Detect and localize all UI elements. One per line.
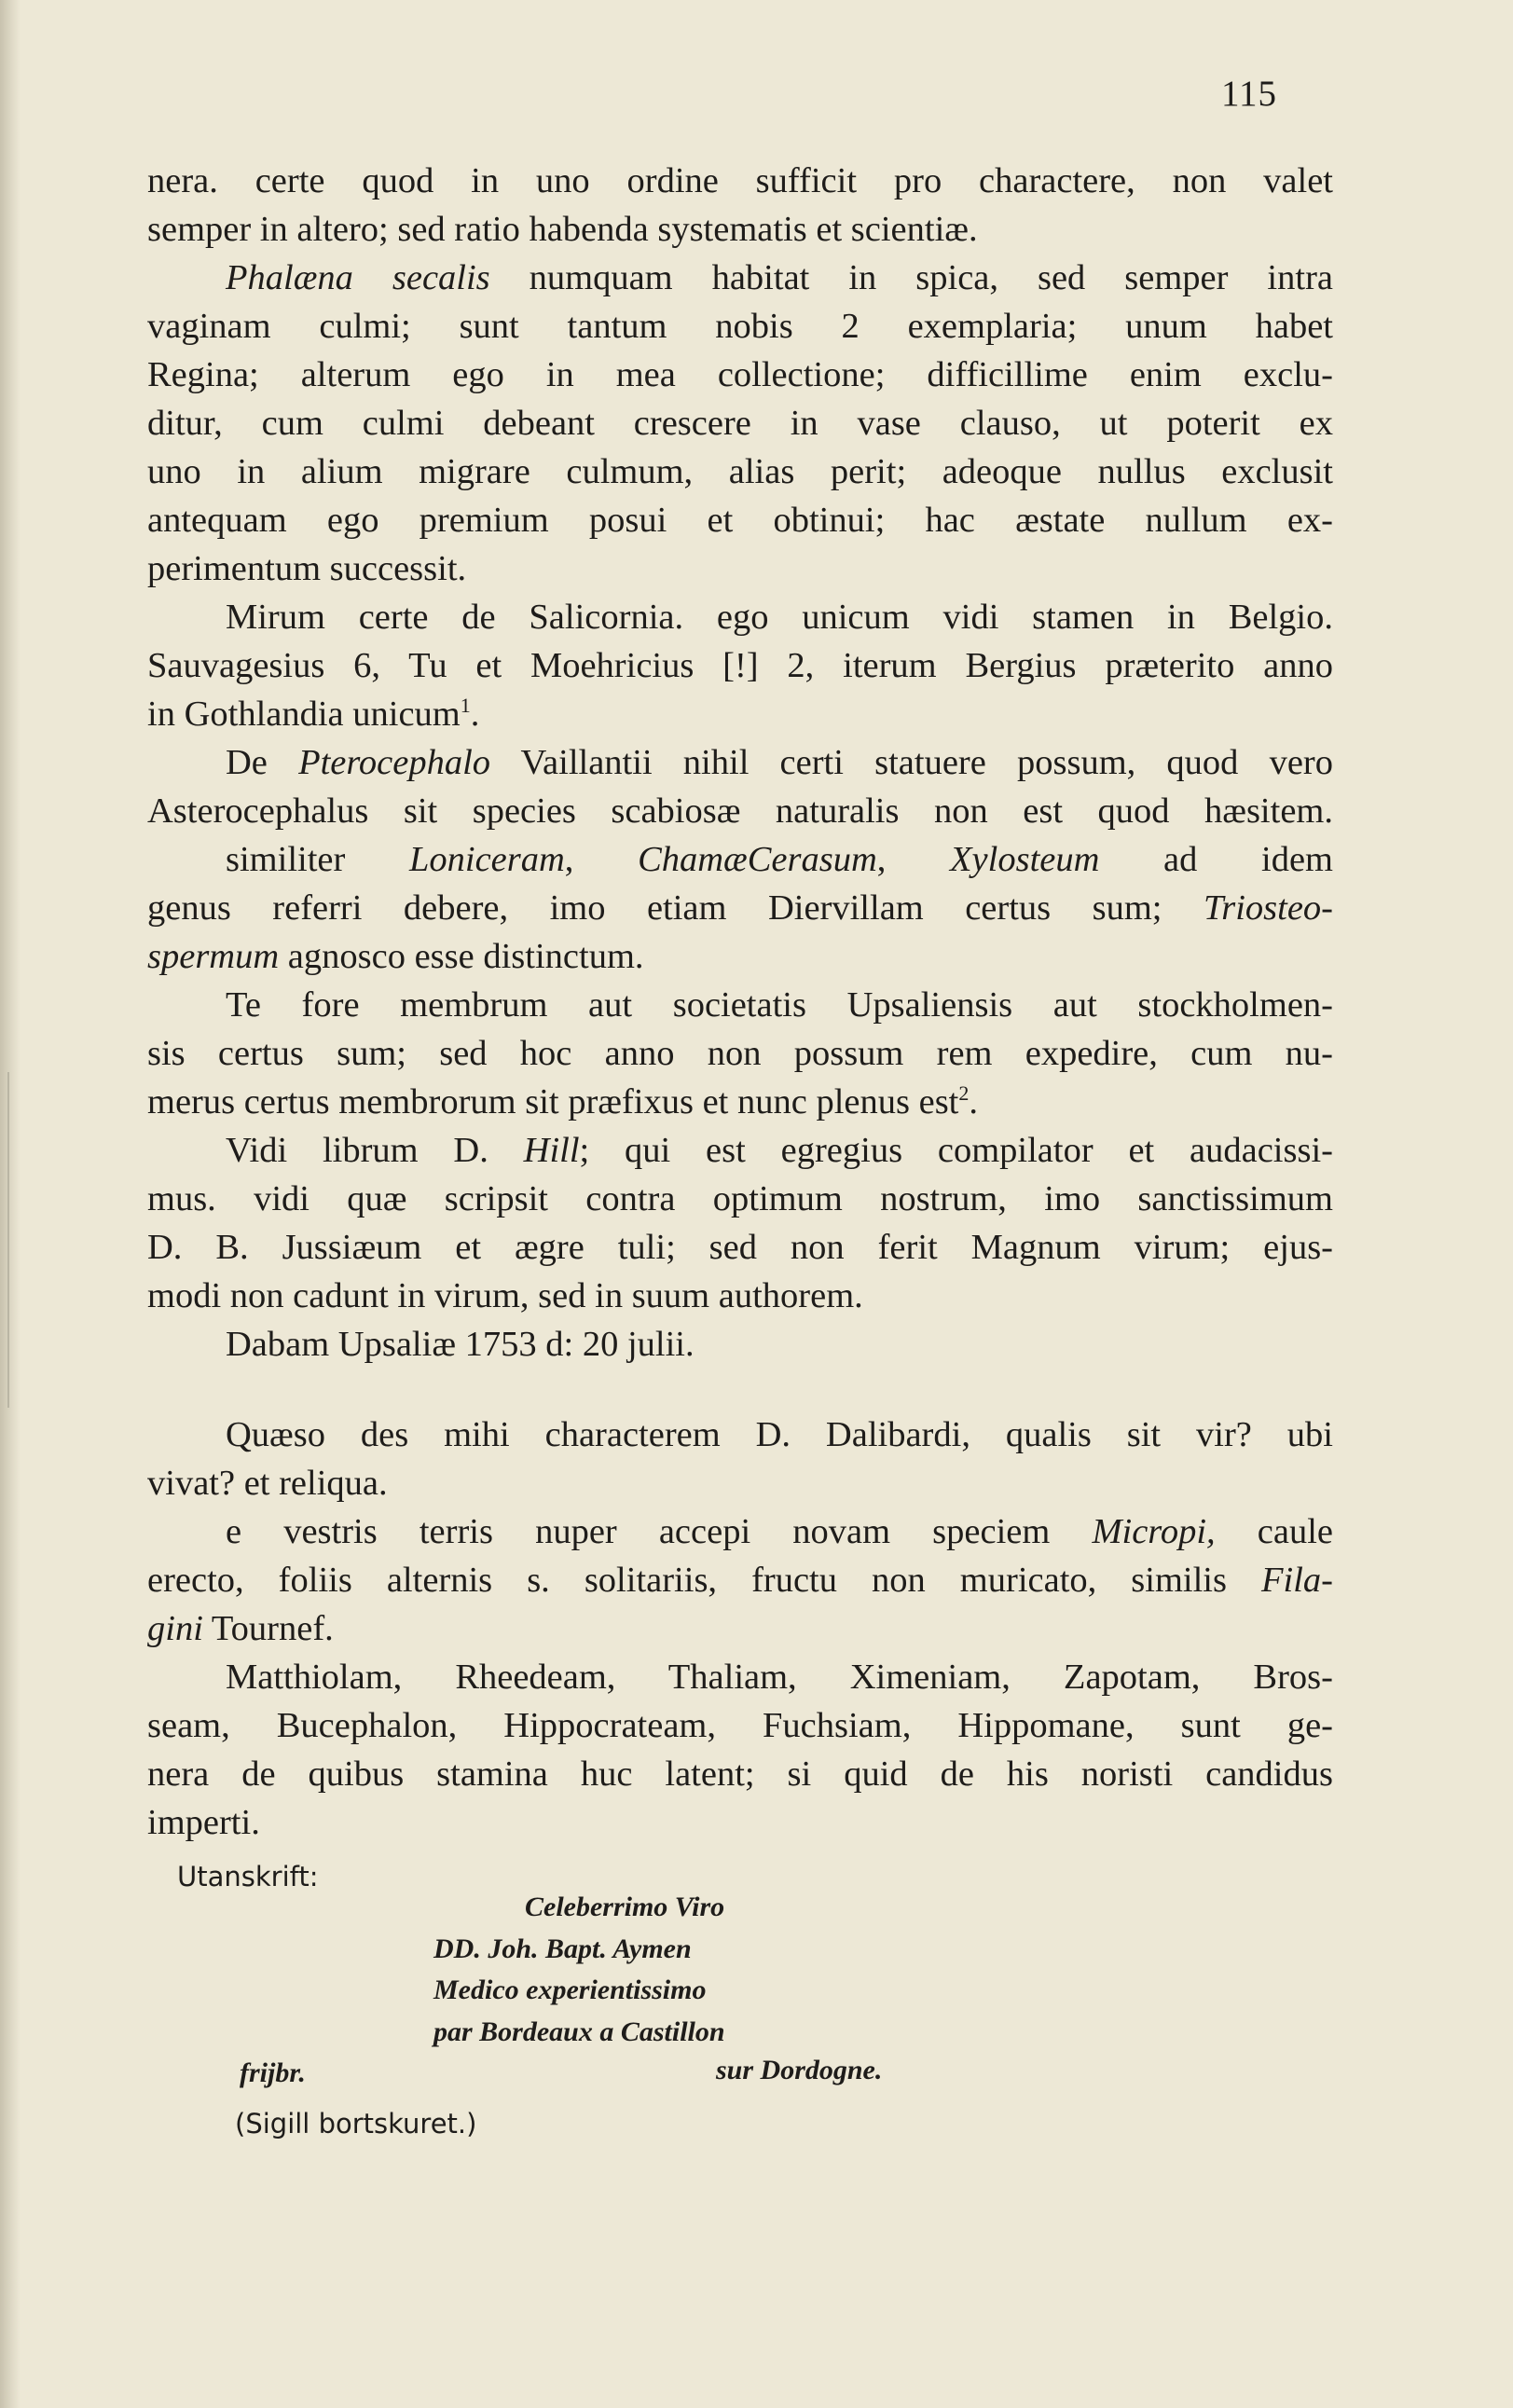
text-run: Regina; alterum ego in mea collectione; difficillime enim exclu- xyxy=(147,355,1333,394)
text-line xyxy=(147,1078,1333,1126)
italic-term: Xylosteum xyxy=(950,840,1100,879)
text-run: nera de quibus stamina huc latent; si quid de his noristi candidus xyxy=(147,1754,1333,1794)
footnote-ref: 1 xyxy=(460,694,471,717)
address-line-4: par Bordeaux a Castillon xyxy=(433,2016,725,2047)
italic-term: gini xyxy=(147,1609,203,1648)
text-line xyxy=(147,447,1333,496)
page-number: 115 xyxy=(1221,74,1278,114)
text-run: antequam ego premium posui et obtinui; hac æstate nullum ex- xyxy=(147,501,1333,540)
italic-term: Fila- xyxy=(1261,1561,1333,1600)
text-run: perimentum successit. xyxy=(147,549,467,588)
text-line xyxy=(147,981,1333,1029)
text-run: nera. certe quod in uno ordine sufficit pro charactere, non valet xyxy=(147,161,1333,200)
text-line xyxy=(147,1272,1333,1320)
text-line xyxy=(147,1126,1333,1175)
page-binding-edge xyxy=(0,0,21,2408)
text-line xyxy=(147,302,1333,351)
text-line xyxy=(147,1507,1333,1556)
text-run: similiter xyxy=(226,840,409,879)
text-run: sis certus sum; sed hoc anno non possum rem expedire, cum nu- xyxy=(147,1034,1333,1073)
text-run: ad idem xyxy=(1099,840,1334,879)
italic-term: Loniceram xyxy=(408,840,565,879)
address-line-2: DD. Joh. Bapt. Aymen xyxy=(433,1933,692,1964)
text-line xyxy=(147,399,1333,447)
text-line xyxy=(147,593,1333,641)
text-line xyxy=(147,932,1333,981)
text-run: genus referri debere, imo etiam Diervillam certus sum; xyxy=(147,888,1204,928)
text-line xyxy=(147,496,1333,544)
text-line xyxy=(147,1653,1333,1701)
text-run: uno in alium migrare culmum, alias perit; adeoque nullus exclusit xyxy=(147,452,1333,491)
text-run: Vaillantii nihil certi statuere possum, quod vero xyxy=(490,743,1333,782)
text-line xyxy=(147,205,1333,254)
text-run: mus. vidi quæ scripsit contra optimum nostrum, imo sanctissimum xyxy=(147,1179,1333,1218)
text-line xyxy=(147,738,1333,787)
italic-term: Micropi, xyxy=(1092,1512,1216,1551)
text-run: caule xyxy=(1215,1512,1334,1551)
text-run: erecto, foliis alternis s. solitariis, fructu non muricato, similis xyxy=(147,1561,1262,1600)
text-run: vivat? et reliqua. xyxy=(147,1464,388,1503)
text-run: semper in altero; sed ratio habenda systematis et scientiæ. xyxy=(147,210,978,249)
italic-term: Phalæna secalis xyxy=(226,258,490,297)
text-line xyxy=(147,1410,1333,1459)
address-label: Utanskrift: xyxy=(177,1861,319,1892)
italic-term: Triosteo- xyxy=(1203,888,1333,928)
text-line xyxy=(147,884,1333,932)
text-run: seam, Bucephalon, Hippocrateam, Fuchsiam, Hippomane, sunt ge- xyxy=(147,1706,1333,1745)
text-run: Quæso des mihi characterem D. Dalibardi, qualis sit vir? ubi xyxy=(226,1415,1333,1454)
text-run: Dabam Upsaliæ 1753 d: 20 julii. xyxy=(226,1325,695,1364)
italic-term: ChamæCerasum xyxy=(638,840,877,879)
text-run: agnosco esse distinctum. xyxy=(279,937,644,976)
address-line-3: Medico experientissimo xyxy=(433,1975,707,2005)
letter-postscript xyxy=(147,1410,1333,1847)
italic-term: spermum xyxy=(147,937,280,976)
address-line-1: Celeberrimo Viro xyxy=(525,1892,725,1922)
letter-body xyxy=(147,157,1333,1369)
text-line xyxy=(147,835,1333,884)
text-line xyxy=(147,787,1333,835)
footnote-ref: 2 xyxy=(958,1081,970,1105)
text-line xyxy=(147,1223,1333,1272)
text-run: modi non cadunt in virum, sed in suum authorem. xyxy=(147,1276,863,1315)
text-run: Matthiolam, Rheedeam, Thaliam, Ximeniam, Zapotam, Bros- xyxy=(226,1658,1333,1697)
text-run: e vestris terris nuper accepi novam speciem xyxy=(226,1512,1093,1551)
text-line xyxy=(147,1320,1333,1369)
text-run: vaginam culmi; sunt tantum nobis 2 exemplaria; unum habet xyxy=(147,307,1333,346)
text-run: in Gothlandia unicum xyxy=(147,695,461,734)
text-line xyxy=(147,1798,1333,1847)
text-run: , xyxy=(564,840,639,879)
text-line xyxy=(147,641,1333,690)
text-run: Vidi librum D. xyxy=(226,1131,524,1170)
text-line xyxy=(147,1029,1333,1078)
text-line xyxy=(147,544,1333,593)
text-run: ditur, cum culmi debeant crescere in vase clauso, ut poterit ex xyxy=(147,404,1333,443)
text-run: imperti. xyxy=(147,1803,260,1842)
text-run: D. B. Jussiæum et ægre tuli; sed non ferit Magnum virum; ejus- xyxy=(147,1228,1333,1267)
text-line xyxy=(147,690,1333,738)
text-run: Asterocephalus sit species scabiosæ naturalis non est quod hæsitem. xyxy=(147,791,1333,831)
seal-note: (Sigill bortskuret.) xyxy=(235,2108,477,2140)
text-run: . xyxy=(470,695,480,734)
text-line xyxy=(147,254,1333,302)
text-run: Sauvagesius 6, Tu et Moehricius [!] 2, iterum Bergius præterito anno xyxy=(147,646,1333,685)
text-line xyxy=(147,1459,1333,1507)
text-line xyxy=(147,1701,1333,1750)
italic-term: Hill xyxy=(523,1131,580,1170)
text-line xyxy=(147,1750,1333,1798)
address-line-5: sur Dordogne. xyxy=(716,2055,883,2085)
text-line xyxy=(147,1556,1333,1604)
text-run: , xyxy=(876,840,951,879)
text-line xyxy=(147,1175,1333,1223)
text-run: Tournef. xyxy=(202,1609,334,1648)
text-line xyxy=(147,1604,1333,1653)
text-run: merus certus membrorum sit præfixus et nunc plenus est xyxy=(147,1082,959,1121)
text-run: Mirum certe de Salicornia. ego unicum vidi stamen in Belgio. xyxy=(226,598,1333,637)
text-run: Te fore membrum aut societatis Upsaliensis aut stockholmen- xyxy=(226,985,1333,1025)
text-line xyxy=(147,157,1333,205)
text-run: numquam habitat in spica, sed semper intra xyxy=(489,258,1333,297)
text-run: ; qui est egregius compilator et audacissi- xyxy=(579,1131,1333,1170)
text-run: . xyxy=(969,1082,978,1121)
text-run: De xyxy=(226,743,299,782)
text-line xyxy=(147,351,1333,399)
signature: frijbr. xyxy=(240,2057,306,2088)
italic-term: Pterocephalo xyxy=(298,743,491,782)
